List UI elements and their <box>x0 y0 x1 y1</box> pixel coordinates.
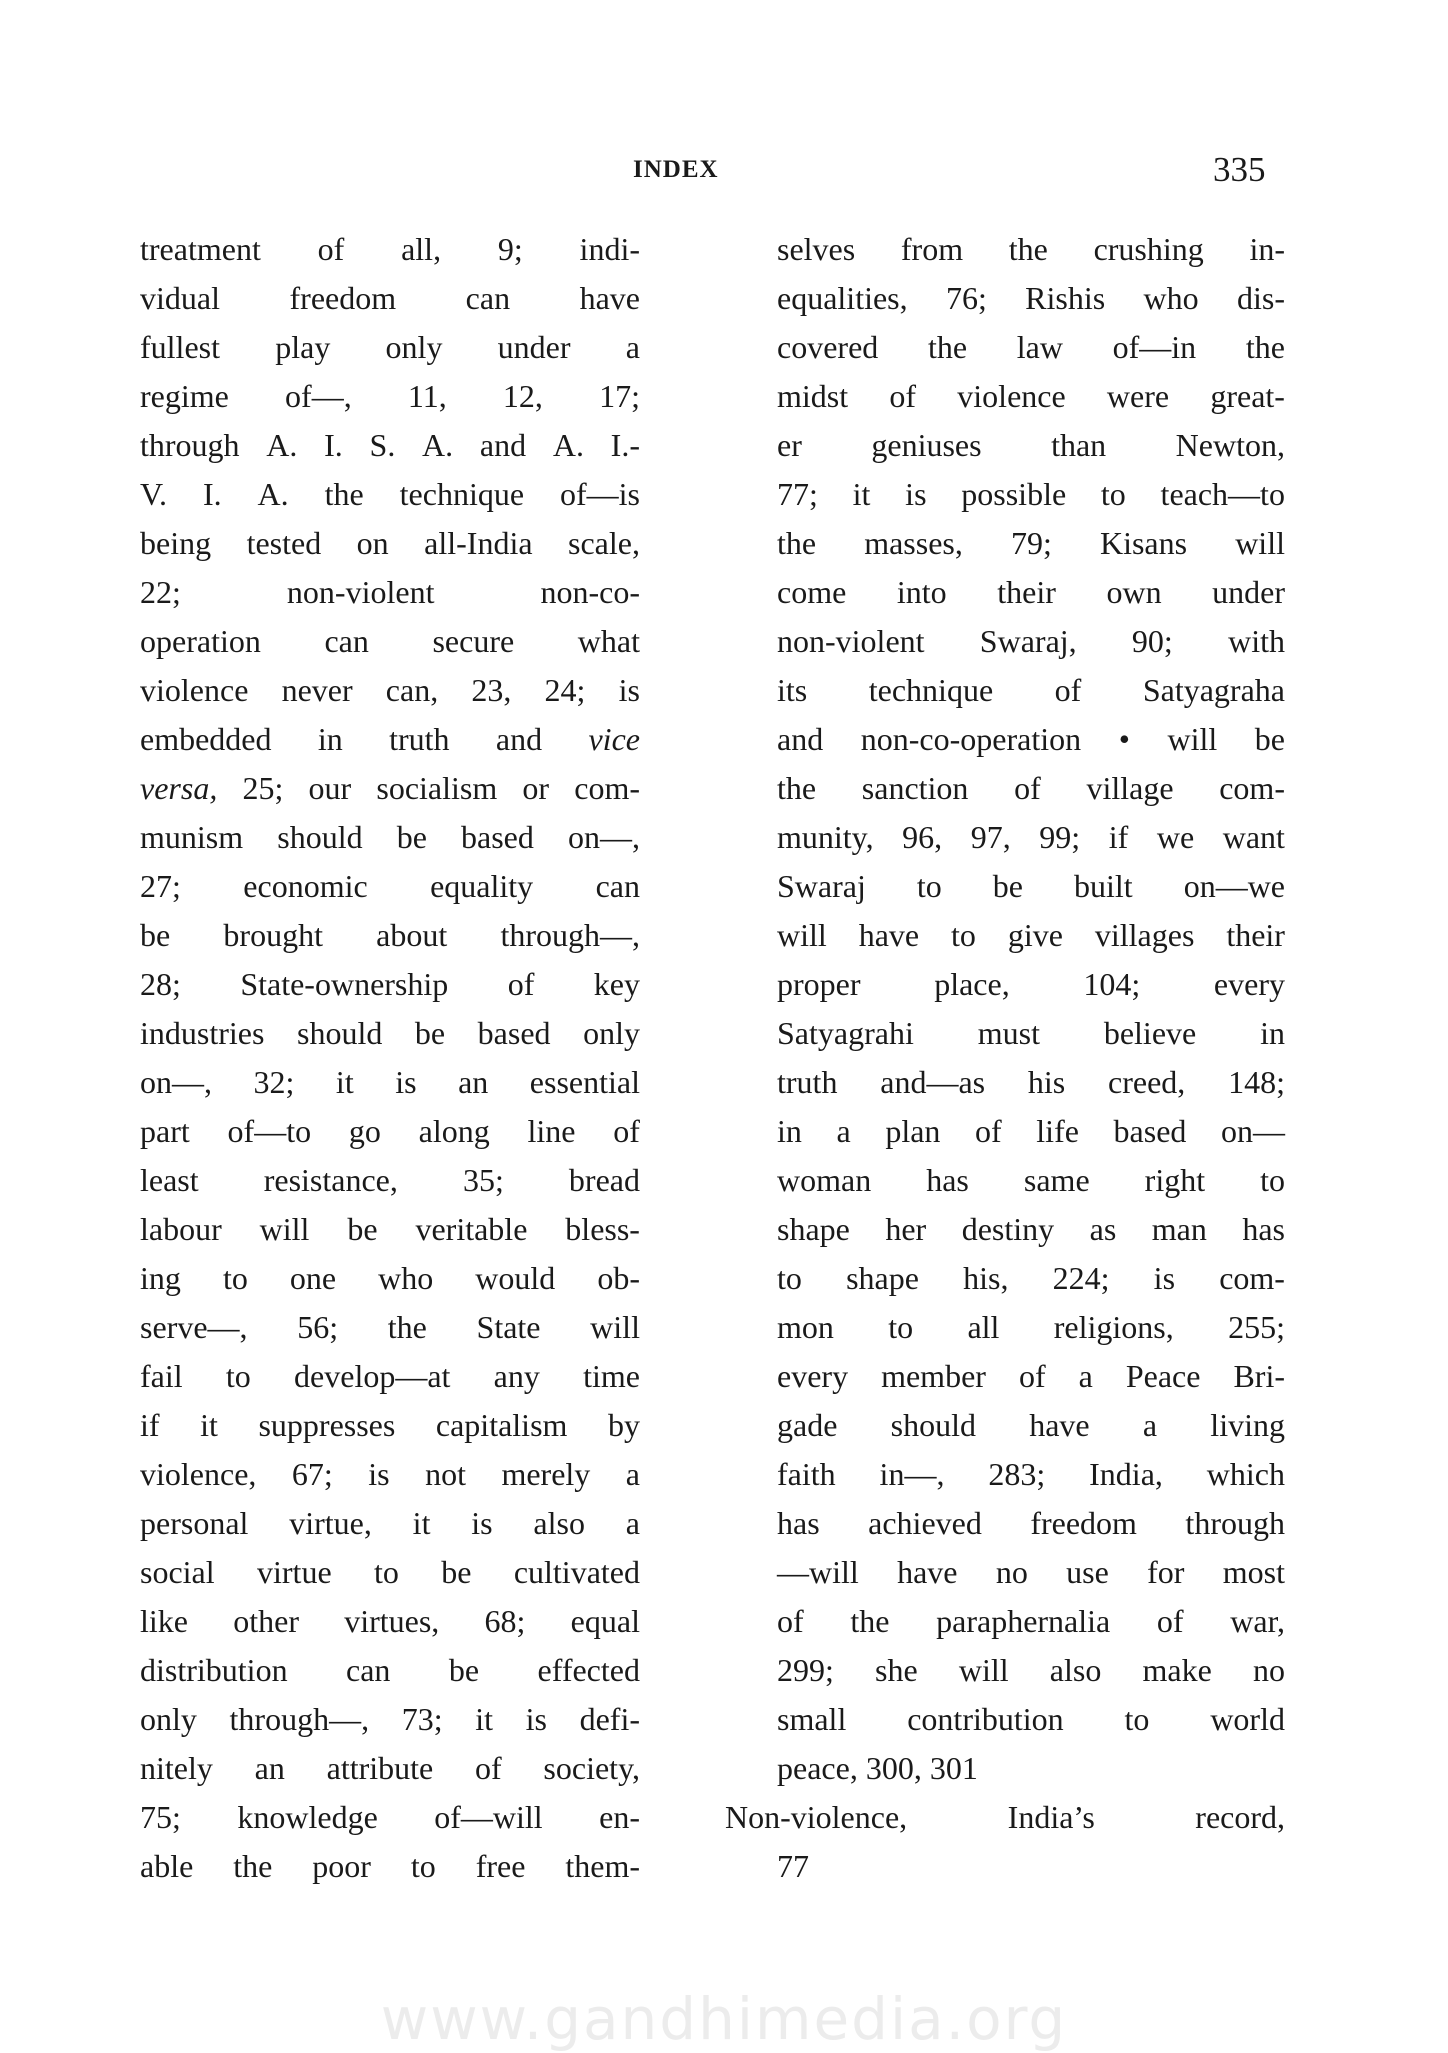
index-line: peace, 300, 301 <box>777 1750 978 1786</box>
index-line: faith in—, 283; India, which <box>777 1456 1285 1492</box>
index-line: 27; economic equality can <box>140 868 640 904</box>
index-line: will have to give villages their <box>777 917 1285 953</box>
index-line: munism should be based on—, <box>140 819 640 855</box>
index-line: 299; she will also make no <box>777 1652 1285 1688</box>
index-column-right <box>725 225 1285 1891</box>
index-line: to shape his, 224; is com- <box>777 1260 1285 1296</box>
index-line: like other virtues, 68; equal <box>140 1603 640 1639</box>
index-line: covered the law of—in the <box>777 329 1285 365</box>
index-line: ing to one who would ob- <box>140 1260 640 1296</box>
index-entry-page: 77 <box>777 1848 809 1884</box>
index-line: through A. I. S. A. and A. I.- <box>140 427 640 463</box>
index-line: being tested on all-India scale, <box>140 525 640 561</box>
index-line: selves from the crushing in- <box>777 231 1285 267</box>
index-line: in a plan of life based on— <box>777 1113 1285 1149</box>
index-line: labour will be veritable bless- <box>140 1211 640 1247</box>
watermark: www.gandhimedia.org <box>380 1985 1068 2053</box>
index-line: regime of—, 11, 12, 17; <box>140 378 640 414</box>
index-line: embedded in truth and vice <box>140 721 640 757</box>
index-line: be brought about through—, <box>140 917 640 953</box>
index-line: 28; State-ownership of key <box>140 966 640 1002</box>
index-line: mon to all religions, 255; <box>777 1309 1285 1345</box>
index-line: the sanction of village com- <box>777 770 1285 806</box>
index-line: part of—to go along line of <box>140 1113 640 1149</box>
index-line: able the poor to free them- <box>140 1848 640 1884</box>
index-line: has achieved freedom through <box>777 1505 1285 1541</box>
page-number: 335 <box>1213 150 1266 189</box>
index-line: 22; non-violent non-co- <box>140 574 640 610</box>
index-line: on—, 32; it is an essential <box>140 1064 640 1100</box>
index-line: V. I. A. the technique of—is <box>140 476 640 512</box>
index-line: serve—, 56; the State will <box>140 1309 640 1345</box>
index-line: violence never can, 23, 24; is <box>140 672 640 708</box>
index-line: come into their own under <box>777 574 1285 610</box>
index-line: treatment of all, 9; indi- <box>140 231 640 267</box>
index-line: Satyagrahi must believe in <box>777 1015 1285 1051</box>
index-line: industries should be based only <box>140 1015 640 1051</box>
index-line: of the paraphernalia of war, <box>777 1603 1285 1639</box>
page-header <box>0 150 1448 194</box>
index-line: vidual freedom can have <box>140 280 640 316</box>
index-line: fail to develop—at any time <box>140 1358 640 1394</box>
index-line: personal virtue, it is also a <box>140 1505 640 1541</box>
index-line: er geniuses than Newton, <box>777 427 1285 463</box>
index-line: violence, 67; is not merely a <box>140 1456 640 1492</box>
index-line: munity, 96, 97, 99; if we want <box>777 819 1285 855</box>
running-head: INDEX <box>633 156 719 183</box>
index-line: and non-co-operation • will be <box>777 721 1285 757</box>
index-line: if it suppresses capitalism by <box>140 1407 640 1443</box>
index-line: non-violent Swaraj, 90; with <box>777 623 1285 659</box>
index-line: least resistance, 35; bread <box>140 1162 640 1198</box>
index-line: equalities, 76; Rishis who dis- <box>777 280 1285 316</box>
index-line: social virtue to be cultivated <box>140 1554 640 1590</box>
index-line: the masses, 79; Kisans will <box>777 525 1285 561</box>
index-line: midst of violence were great- <box>777 378 1285 414</box>
index-line: operation can secure what <box>140 623 640 659</box>
index-line: woman has same right to <box>777 1162 1285 1198</box>
index-line: truth and—as his creed, 148; <box>777 1064 1285 1100</box>
index-line: small contribution to world <box>777 1701 1285 1737</box>
index-line: fullest play only under a <box>140 329 640 365</box>
index-column-left <box>140 225 640 1891</box>
index-line: proper place, 104; every <box>777 966 1285 1002</box>
index-line: versa, 25; our socialism or com- <box>140 770 640 806</box>
index-line: gade should have a living <box>777 1407 1285 1443</box>
index-line: its technique of Satyagraha <box>777 672 1285 708</box>
index-line: only through—, 73; it is defi- <box>140 1701 640 1737</box>
index-line: nitely an attribute of society, <box>140 1750 640 1786</box>
index-line: —will have no use for most <box>777 1554 1285 1590</box>
index-line: shape her destiny as man has <box>777 1211 1285 1247</box>
index-line: 75; knowledge of—will en- <box>140 1799 640 1835</box>
index-line: every member of a Peace Bri- <box>777 1358 1285 1394</box>
index-line: Swaraj to be built on—we <box>777 868 1285 904</box>
index-line: 77; it is possible to teach—to <box>777 476 1285 512</box>
index-entry-heading: Non-violence, India’s record, <box>725 1799 1285 1835</box>
index-line: distribution can be effected <box>140 1652 640 1688</box>
